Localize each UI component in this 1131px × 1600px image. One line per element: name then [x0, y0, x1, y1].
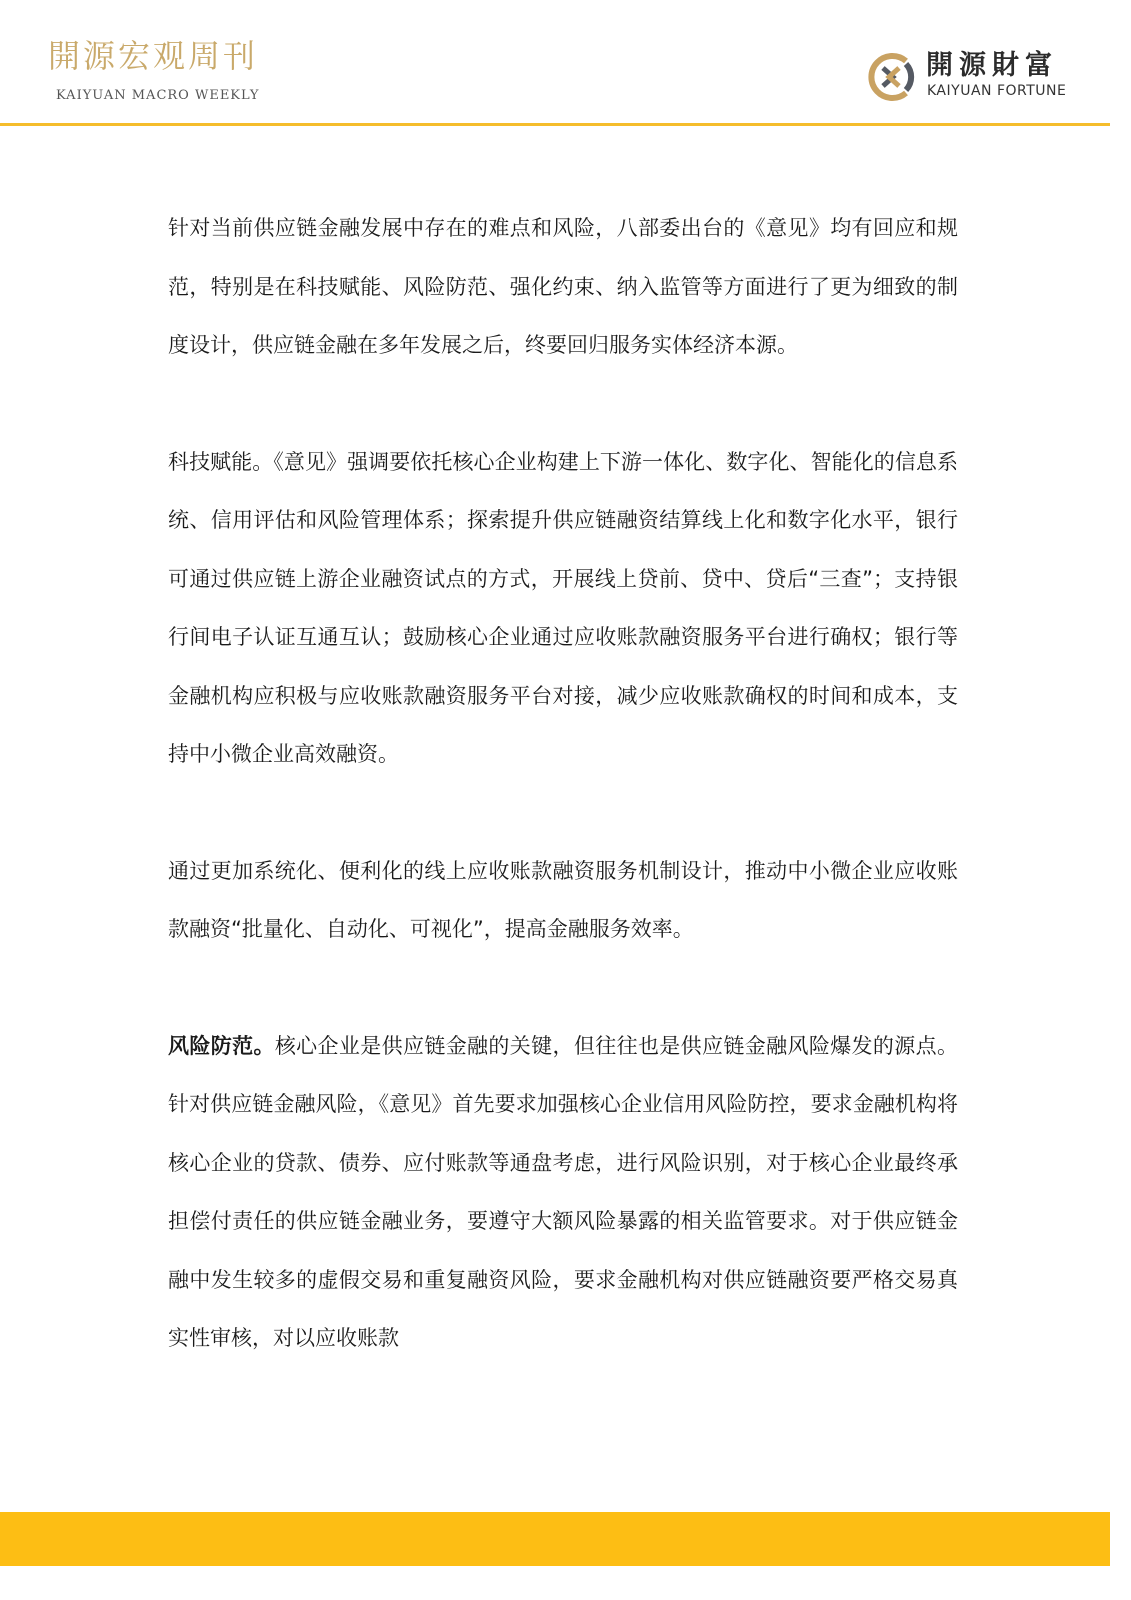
paragraph	[168, 433, 958, 784]
brand-logo	[866, 50, 1096, 104]
paragraph	[168, 1017, 958, 1368]
publication-subtitle: KAIYUAN MACRO WEEKLY	[56, 88, 260, 103]
header-divider	[0, 123, 1110, 126]
paragraph-text: 通过更加系统化、便利化的线上应收账款融资服务机制设计，推动中小微企业应收账款融资“批量化、自动化、可视化”，提高金融服务效率。	[168, 858, 958, 941]
paragraph	[168, 199, 958, 375]
paragraph-lead: 风险防范。	[168, 1033, 275, 1058]
paragraph-text: 核心企业是供应链金融的关键，但往往也是供应链金融风险爆发的源点。针对供应链金融风险，《意见》首先要求加强核心企业信用风险防控，要求金融机构将核心企业的贷款、债券、应付账款等通盘考虑，进行风险识别，对于核心企业最终承担偿付责任的供应链金融业务，要遵守大额风险暴露的相关监管要求。对于供应链金融中发生较多的虚假交易和重复融资风险，要求金融机构对供应链融资要严格交易真实性审核，对以应收账款	[168, 1033, 959, 1350]
paragraph-text: 针对当前供应链金融发展中存在的难点和风险，八部委出台的《意见》均有回应和规范，特别是在科技赋能、风险防范、强化约束、纳入监管等方面进行了更为细致的制度设计，供应链金融在多年发展之后，终要回归服务实体经济本源。	[168, 216, 958, 357]
page-header	[0, 0, 1131, 126]
publication-title: 開源宏观周刊	[48, 37, 259, 75]
article-body	[168, 199, 958, 1426]
paragraph	[168, 842, 958, 959]
brand-name-en: KAIYUAN FORTUNE	[927, 83, 1067, 99]
brand-name-cn: 開源財富	[926, 50, 1058, 81]
paragraph-text: 科技赋能。《意见》强调要依托核心企业构建上下游一体化、数字化、智能化的信息系统、信用评估和风险管理体系；探索提升供应链融资结算线上化和数字化水平，银行可通过供应链上游企业融资试点的方式，开展线上贷前、贷中、贷后“三查”；支持银行间电子认证互通互认；鼓励核心企业通过应收账款融资服务平台进行确权；银行等金融机构应积极与应收账款融资服务平台对接，减少应收账款确权的时间和成本，支持中小微企业高效融资。	[168, 449, 958, 766]
footer-bar	[0, 1512, 1110, 1566]
kaiyuan-logo-icon	[866, 52, 916, 102]
